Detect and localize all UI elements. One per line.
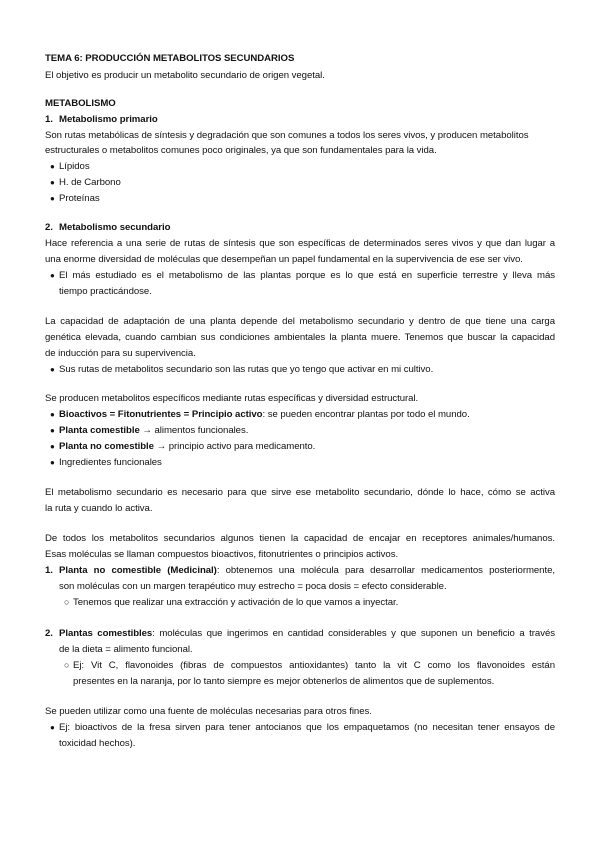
compuestos-text-line: De todos los metabolitos secundarios algunos tienen la capacidad de encajar en receptores animales/humanos. (45, 533, 555, 544)
item-line: de la dieta = alimento funcional. (59, 644, 193, 655)
item-number: 2. (45, 628, 53, 639)
item-line (59, 565, 555, 576)
primario-text-line: estructurales o metabolitos comunes poco originales, ya que son fundamentales para la vida. (45, 145, 437, 156)
item-text: : obtenemos una molécula para desarrollar medicamentos posteriormente, (216, 565, 555, 576)
secundario-bullet-line: El más estudiado es el metabolismo de las plantas porque es lo que está en superficie terrestre y lleva más (59, 270, 555, 281)
bullet-icon: ● (50, 410, 55, 419)
fuente-intro: Se pueden utilizar como una fuente de moléculas necesarias para otros fines. (45, 706, 372, 717)
item-number: 1. (45, 565, 53, 576)
adaptacion-text-line: genética elevada, cuando cambian sus condiciones ambientales la planta muere. Tenemos que buscar la capacidad (45, 332, 555, 343)
list-item (59, 457, 162, 468)
bullet-icon: ● (50, 442, 55, 451)
primario-text-line: Son rutas metabólicas de síntesis y degradación que son comunes a todos los seres vivos, y producen metabolitos (45, 130, 529, 141)
list-item: Proteínas (59, 193, 100, 204)
section-heading-metabolismo: METABOLISMO (45, 98, 116, 109)
adaptacion-bullet: Sus rutas de metabolitos secundario son las rutas que yo tengo que activar en mi cultivo. (59, 364, 434, 375)
secundario-text-line: una enorme diversidad de moléculas que desempeñan un papel fundamental en la supervivencia de ese ser vivo. (45, 254, 523, 265)
subheading-primario: Metabolismo primario (59, 114, 158, 125)
producen-intro: Se producen metabolitos específicos mediante rutas específicas y diversidad estructural. (45, 393, 419, 404)
subheading-secundario: Metabolismo secundario (59, 222, 171, 233)
sub-bullet-icon: ○ (64, 597, 70, 607)
list-item-bold: Bioactivos = Fitonutrientes = Principio activo (59, 409, 263, 420)
list-item-bold: Planta no comestible (59, 441, 154, 452)
bullet-icon: ● (50, 162, 55, 171)
list-item: Lípidos (59, 161, 90, 172)
list-item-text: : se pueden encontrar plantas por todo el mundo. (262, 409, 470, 420)
bullet-icon: ● (50, 723, 55, 732)
objective-text: El objetivo es producir un metabolito secundario de origen vegetal. (45, 70, 325, 81)
bullet-icon: ● (50, 178, 55, 187)
item-bold: Planta no comestible (Medicinal) (59, 565, 217, 576)
sub-bullet-icon: ○ (64, 660, 70, 670)
list-item-bold: Planta comestible (59, 425, 140, 436)
bullet-icon: ● (50, 458, 55, 467)
subheading-primario-number: 1. (45, 114, 53, 125)
item-line (59, 628, 555, 639)
secundario-text-line: Hace referencia a una serie de rutas de síntesis que son específicas de determinados seres vivos y que dan lugar a (45, 238, 555, 249)
necesario-text-line: la ruta y cuando lo activa. (45, 503, 153, 514)
sub-item-line: Ej: Vit C, flavonoides (fibras de compuestos antioxidantes) tanto la vit C como los flavonoides están (73, 660, 555, 671)
fuente-bullet-line: Ej: bioactivos de la fresa sirven para tener antocianos que los empaquetamos (no necesitan tener ensayos de (59, 722, 555, 733)
list-item-text: → principio activo para medicamento. (153, 441, 316, 452)
secundario-bullet-line: tiempo practicándose. (59, 286, 152, 297)
bullet-icon: ● (50, 365, 55, 374)
sub-item-line: presentes en la naranja, por lo tanto siempre es mejor obtenerlos de alimentos que de suplementos. (73, 676, 495, 687)
subheading-secundario-number: 2. (45, 222, 53, 233)
list-item (59, 409, 470, 420)
necesario-text-line: El metabolismo secundario es necesario para que sirve ese metabolito secundario, dónde lo hace, cómo se activa (45, 487, 555, 498)
list-item-text: Ingredientes funcionales (59, 457, 162, 468)
compuestos-text-line: Esas moléculas se llaman compuestos bioactivos, fitonutrientes o principios activos. (45, 549, 399, 560)
list-item (59, 425, 248, 436)
item-text: : moléculas que ingerimos en cantidad considerables y que suponen un beneficio a través (152, 628, 555, 639)
fuente-bullet-line: toxicidad hechos). (59, 738, 136, 749)
bullet-icon: ● (50, 426, 55, 435)
bullet-icon: ● (50, 271, 55, 280)
sub-item: Tenemos que realizar una extracción y activación de lo que vamos a inyectar. (73, 597, 399, 608)
item-bold: Plantas comestibles (59, 628, 153, 639)
list-item: H. de Carbono (59, 177, 121, 188)
bullet-icon: ● (50, 194, 55, 203)
adaptacion-text-line: La capacidad de adaptación de una planta depende del metabolismo secundario y dentro de que tiene una carga (45, 316, 555, 327)
list-item-text: → alimentos funcionales. (139, 425, 249, 436)
list-item (59, 441, 315, 452)
document-title: TEMA 6: PRODUCCIÓN METABOLITOS SECUNDARIOS (45, 53, 295, 64)
item-line: son moléculas con un margen terapéutico muy estrecho = poca dosis = efecto considerable. (59, 581, 447, 592)
adaptacion-text-line: de inducción para su supervivencia. (45, 348, 196, 359)
